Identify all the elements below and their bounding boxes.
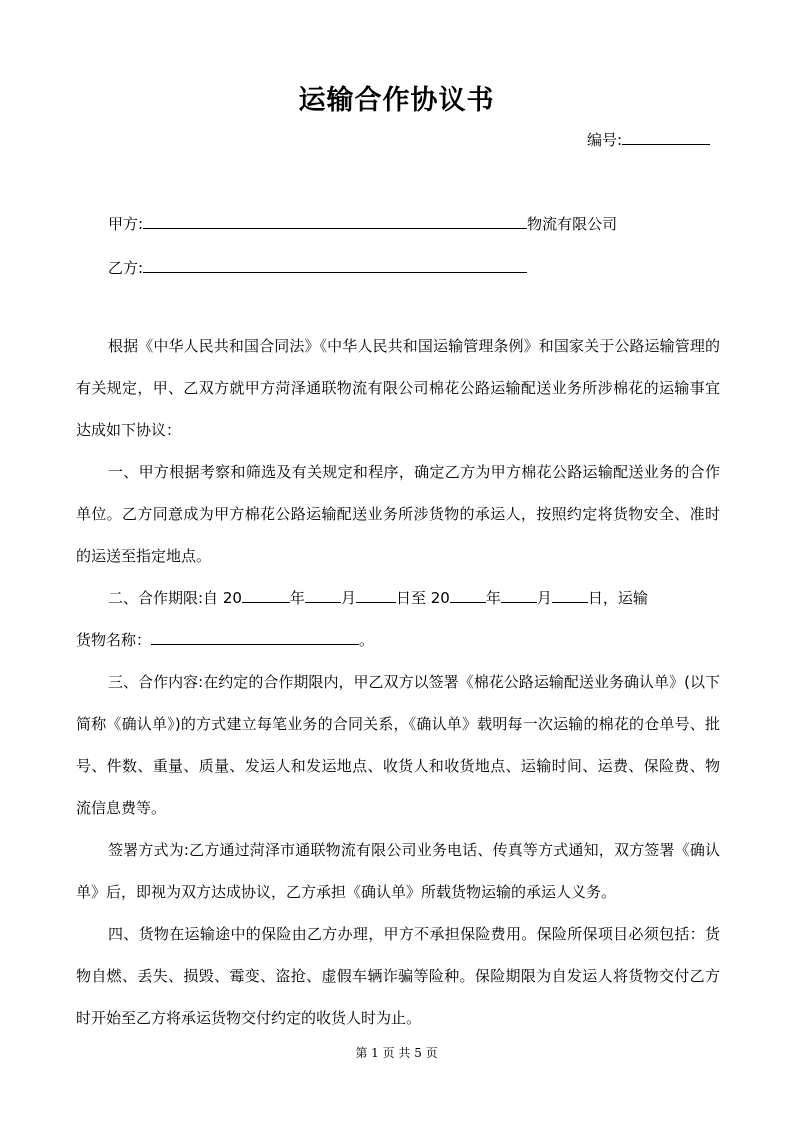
party-a-blank — [143, 212, 527, 229]
number-blank — [622, 128, 710, 145]
party-b-line — [108, 256, 527, 278]
document-title: 运输合作协议书 — [298, 85, 495, 116]
paragraph-clause-4: 四、货物在运输途中的保险由乙方办理，甲方不承担保险费用。保险所保项目必须包括：货物自燃、丢失、损毁、霉变、盗抢、虚假车辆诈骗等险种。保险期限为自发运人将货物交付乙方时开始至乙方将承运货物交付约定的收货人时为止。 — [76, 925, 720, 1027]
document-number — [587, 128, 710, 150]
goods-end: 。 — [359, 631, 375, 649]
goods-line — [44, 619, 374, 661]
paragraph-clause-3: 三、合作内容:在约定的合作期限内，甲乙双方以签署《棉花公路运输配送业务确认单》(以下简称《确认单》)的方式建立每笔业务的合同关系，《确认单》载明每一次运输的棉花的仓单号、批号、件数、重量、质量、发运人和发运地点、收货人和收货地点、运输时间、运费、保险费、物流信息费等。 — [76, 673, 720, 817]
term-day2-blank — [552, 586, 588, 603]
party-a-suffix: 物流有限公司 — [527, 215, 618, 233]
paragraph-signing-method: 签署方式为:乙方通过菏泽市通联物流有限公司业务电话、传真等方式通知，双方签署《确认单》后，即视为双方达成协议，乙方承担《确认单》所载货物运输的承运人义务。 — [76, 841, 720, 901]
paragraph-clause-1: 一、甲方根据考察和筛选及有关规定和程序，确定乙方为甲方棉花公路运输配送业务的合作单位。乙方同意成为甲方棉花公路运输配送业务所涉货物的承运人，按照约定将货物安全、准时的运送至指定地点。 — [76, 463, 720, 565]
term-month1-blank — [305, 586, 341, 603]
party-a-line — [108, 212, 617, 234]
term-day1: 日至 20 — [395, 589, 450, 607]
goods-label: 货物名称： — [76, 631, 152, 649]
document-body — [76, 325, 720, 1039]
party-b-blank — [143, 256, 527, 273]
term-year2-blank — [450, 586, 486, 603]
term-prefix: 二、合作期限:自 20 — [108, 589, 242, 607]
term-month2-blank — [501, 586, 537, 603]
term-month2: 月 — [536, 589, 552, 607]
paragraph-preamble: 根据《中华人民共和国合同法》《中华人民共和国运输管理条例》和国家关于公路运输管理的有关规定，甲、乙双方就甲方菏泽通联物流有限公司棉花公路运输配送业务所涉棉花的运输事宜达成如下协议： — [76, 337, 720, 439]
page-footer: 第 1 页 共 5 页 — [355, 1046, 438, 1060]
number-label: 编号: — [587, 131, 623, 149]
goods-blank — [151, 628, 359, 645]
term-year1-blank — [242, 586, 290, 603]
term-day2: 日，运输 — [587, 589, 648, 607]
party-b-label: 乙方: — [108, 259, 144, 277]
party-a-label: 甲方: — [108, 215, 144, 233]
term-year1: 年 — [289, 589, 305, 607]
term-month1: 月 — [340, 589, 356, 607]
term-day1-blank — [356, 586, 396, 603]
term-year2: 年 — [485, 589, 501, 607]
paragraph-clause-2 — [76, 577, 720, 661]
